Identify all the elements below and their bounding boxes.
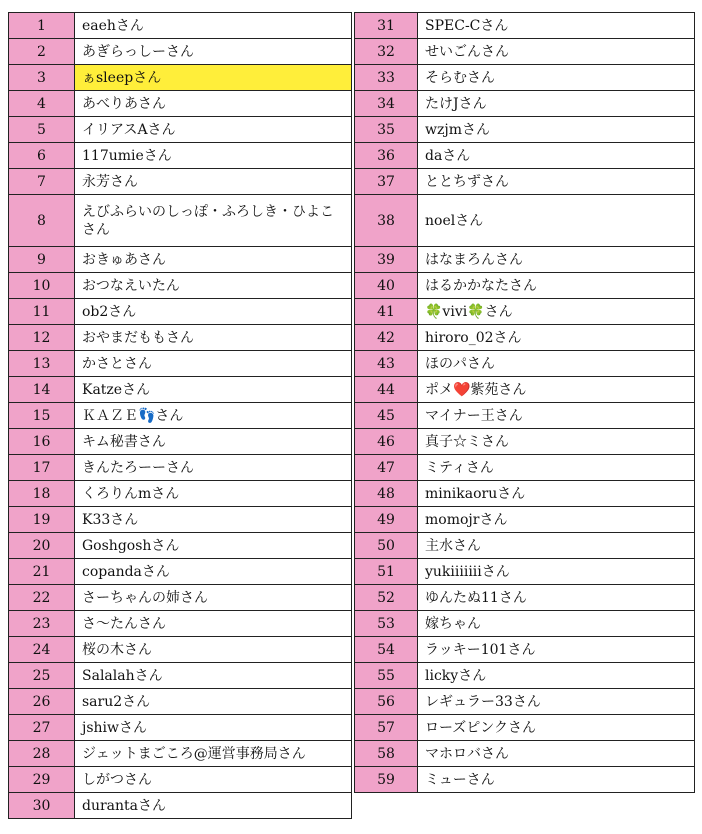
table-row [9, 585, 352, 611]
table-row [355, 455, 695, 481]
table-row [355, 403, 695, 429]
participant-name: たけJさん [418, 91, 695, 117]
row-number: 10 [9, 273, 75, 299]
table-row [9, 377, 352, 403]
table-row [355, 507, 695, 533]
row-number: 37 [355, 169, 418, 195]
table-row [9, 117, 352, 143]
participant-name: 主水さん [418, 533, 695, 559]
table-row [355, 273, 695, 299]
row-number: 27 [9, 715, 75, 741]
participant-name: minikaoruさん [418, 481, 695, 507]
participant-name: momojrさん [418, 507, 695, 533]
participant-name: あぎらっしーさん [75, 39, 352, 65]
participant-name: キム秘書さん [75, 429, 352, 455]
participant-name: noelさん [418, 195, 695, 247]
table-row [9, 715, 352, 741]
row-number: 40 [355, 273, 418, 299]
table-row [355, 247, 695, 273]
table-row [9, 637, 352, 663]
participant-name: durantaさん [75, 793, 352, 819]
participant-name: 真子☆ミさん [418, 429, 695, 455]
participants-table-left [8, 12, 352, 819]
row-number: 18 [9, 481, 75, 507]
table-row [355, 689, 695, 715]
row-number: 59 [355, 767, 418, 793]
table-row [355, 65, 695, 91]
row-number: 29 [9, 767, 75, 793]
table-row [355, 611, 695, 637]
table-row [355, 533, 695, 559]
row-number: 14 [9, 377, 75, 403]
row-number: 34 [355, 91, 418, 117]
table-row [355, 299, 695, 325]
right-table-body [355, 13, 695, 793]
table-row [9, 169, 352, 195]
participant-name: 117umieさん [75, 143, 352, 169]
table-row [9, 663, 352, 689]
participant-name: さーちゃんの姉さん [75, 585, 352, 611]
table-row [9, 39, 352, 65]
participant-name: おきゅあさん [75, 247, 352, 273]
table-row [355, 559, 695, 585]
table-row [355, 767, 695, 793]
participant-name: マイナー王さん [418, 403, 695, 429]
row-number: 7 [9, 169, 75, 195]
participant-name: copandaさん [75, 559, 352, 585]
row-number: 25 [9, 663, 75, 689]
table-row [355, 39, 695, 65]
table-row [9, 143, 352, 169]
table-row [9, 689, 352, 715]
table-row [9, 273, 352, 299]
table-row [9, 195, 352, 247]
participant-name: はなまろんさん [418, 247, 695, 273]
table-row [9, 429, 352, 455]
participant-name: ＫＡＺＥ👣さん [75, 403, 352, 429]
table-row [355, 143, 695, 169]
row-number: 2 [9, 39, 75, 65]
table-row [9, 507, 352, 533]
participant-name: ゆんたぬ11さん [418, 585, 695, 611]
table-row [355, 91, 695, 117]
row-number: 5 [9, 117, 75, 143]
participant-name: きんたろーーさん [75, 455, 352, 481]
row-number: 49 [355, 507, 418, 533]
participant-name: えびふらいのしっぽ・ふろしき・ひよこさん [75, 195, 352, 247]
table-row [355, 481, 695, 507]
participant-name: おやまだももさん [75, 325, 352, 351]
participant-name: 永芳さん [75, 169, 352, 195]
table-row [355, 585, 695, 611]
participant-name: マホロバさん [418, 741, 695, 767]
row-number: 42 [355, 325, 418, 351]
row-number: 41 [355, 299, 418, 325]
participant-name: せいごんさん [418, 39, 695, 65]
table-row [9, 325, 352, 351]
row-number: 58 [355, 741, 418, 767]
row-number: 52 [355, 585, 418, 611]
table-row [9, 767, 352, 793]
participant-name: ob2さん [75, 299, 352, 325]
participant-name: ととちずさん [418, 169, 695, 195]
table-row [9, 299, 352, 325]
row-number: 55 [355, 663, 418, 689]
row-number: 15 [9, 403, 75, 429]
table-row [9, 481, 352, 507]
table-row [9, 793, 352, 819]
participant-name: ミティさん [418, 455, 695, 481]
participants-table-right [354, 12, 695, 793]
row-number: 50 [355, 533, 418, 559]
participant-name: レギュラー33さん [418, 689, 695, 715]
row-number: 43 [355, 351, 418, 377]
participant-name: Salalahさん [75, 663, 352, 689]
participant-name: ラッキー101さん [418, 637, 695, 663]
row-number: 38 [355, 195, 418, 247]
row-number: 13 [9, 351, 75, 377]
row-number: 11 [9, 299, 75, 325]
participant-name: SPEC-Cさん [418, 13, 695, 39]
row-number: 51 [355, 559, 418, 585]
participant-name: saru2さん [75, 689, 352, 715]
participant-name: ジェットまごころ@運営事務局さん [75, 741, 352, 767]
table-row [355, 715, 695, 741]
row-number: 22 [9, 585, 75, 611]
row-number: 3 [9, 65, 75, 91]
row-number: 30 [9, 793, 75, 819]
row-number: 1 [9, 13, 75, 39]
row-number: 53 [355, 611, 418, 637]
participant-name: はるかかなたさん [418, 273, 695, 299]
table-row [355, 429, 695, 455]
row-number: 21 [9, 559, 75, 585]
participant-name: ミューさん [418, 767, 695, 793]
participant-name: yukiiiiiiiさん [418, 559, 695, 585]
row-number: 23 [9, 611, 75, 637]
participant-name: 桜の木さん [75, 637, 352, 663]
row-number: 33 [355, 65, 418, 91]
table-row [9, 13, 352, 39]
row-number: 19 [9, 507, 75, 533]
table-row [355, 169, 695, 195]
row-number: 32 [355, 39, 418, 65]
table-row [9, 65, 352, 91]
participant-name: ぁsleepさん [75, 65, 352, 91]
table-row [355, 741, 695, 767]
participant-name: wzjmさん [418, 117, 695, 143]
row-number: 46 [355, 429, 418, 455]
table-row [9, 351, 352, 377]
participant-name: イリアスAさん [75, 117, 352, 143]
row-number: 36 [355, 143, 418, 169]
row-number: 20 [9, 533, 75, 559]
table-row [355, 351, 695, 377]
table-row [9, 247, 352, 273]
participant-name: eaehさん [75, 13, 352, 39]
table-row [355, 195, 695, 247]
participant-name: さ〜たんさん [75, 611, 352, 637]
row-number: 35 [355, 117, 418, 143]
table-row [355, 637, 695, 663]
row-number: 54 [355, 637, 418, 663]
row-number: 8 [9, 195, 75, 247]
participant-name: daさん [418, 143, 695, 169]
left-table-body [9, 13, 352, 819]
row-number: 6 [9, 143, 75, 169]
row-number: 9 [9, 247, 75, 273]
table-row [9, 403, 352, 429]
row-number: 39 [355, 247, 418, 273]
participant-name: Katzeさん [75, 377, 352, 403]
table-row [9, 611, 352, 637]
row-number: 48 [355, 481, 418, 507]
participant-name: おつなえいたん [75, 273, 352, 299]
table-row [9, 741, 352, 767]
participant-name: K33さん [75, 507, 352, 533]
participant-name: くろりんmさん [75, 481, 352, 507]
participant-name: hiroro_02さん [418, 325, 695, 351]
participant-name: ほのパさん [418, 351, 695, 377]
row-number: 24 [9, 637, 75, 663]
table-row [9, 533, 352, 559]
participant-name: ローズピンクさん [418, 715, 695, 741]
table-row [355, 377, 695, 403]
row-number: 56 [355, 689, 418, 715]
participant-name: 🍀vivi🍀さん [418, 299, 695, 325]
participant-name: 嫁ちゃん [418, 611, 695, 637]
row-number: 16 [9, 429, 75, 455]
participant-name: Goshgoshさん [75, 533, 352, 559]
table-row [355, 117, 695, 143]
row-number: 12 [9, 325, 75, 351]
table-row [355, 325, 695, 351]
row-number: 17 [9, 455, 75, 481]
row-number: 47 [355, 455, 418, 481]
row-number: 26 [9, 689, 75, 715]
participant-name: ポメ❤️紫苑さん [418, 377, 695, 403]
participant-name: かさとさん [75, 351, 352, 377]
table-row [355, 13, 695, 39]
participant-name: あべりあさん [75, 91, 352, 117]
table-row [9, 455, 352, 481]
row-number: 57 [355, 715, 418, 741]
participant-name: jshiwさん [75, 715, 352, 741]
row-number: 44 [355, 377, 418, 403]
participant-name: しがつさん [75, 767, 352, 793]
table-row [355, 663, 695, 689]
row-number: 4 [9, 91, 75, 117]
table-row [9, 559, 352, 585]
row-number: 45 [355, 403, 418, 429]
row-number: 31 [355, 13, 418, 39]
table-row [9, 91, 352, 117]
row-number: 28 [9, 741, 75, 767]
participant-name: そらむさん [418, 65, 695, 91]
participant-name: lickyさん [418, 663, 695, 689]
